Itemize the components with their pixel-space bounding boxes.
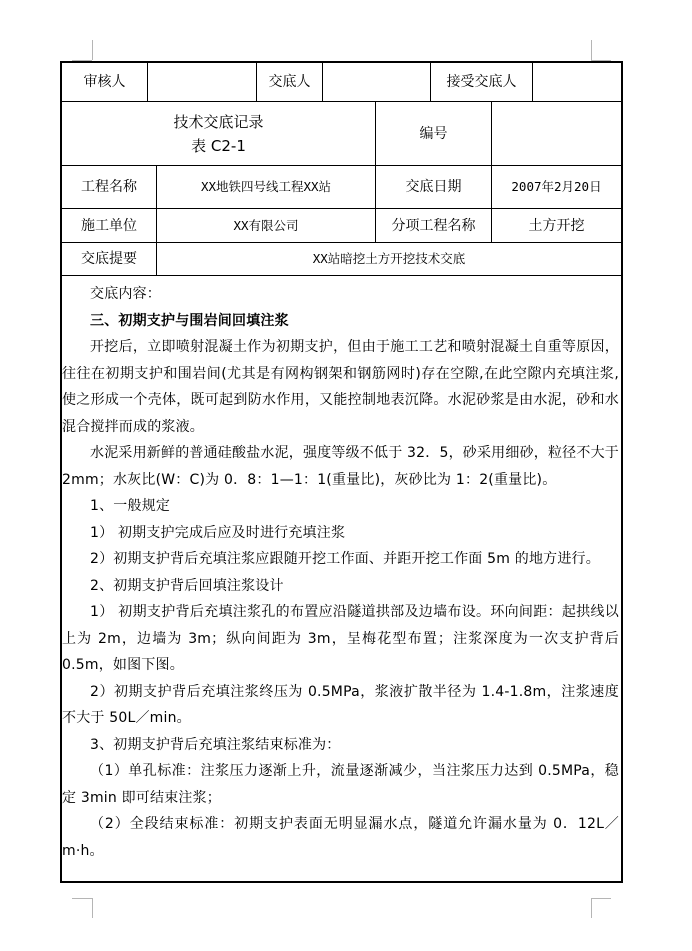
receiver-value	[533, 63, 621, 101]
summary-label: 交底提要	[81, 251, 137, 267]
disclosure-date-value: 2007年2月20日	[511, 179, 602, 194]
content-paragraph: 开挖后，立即喷射混凝土作为初期支护，但由于施工工艺和喷射混凝土自重等原因，往往在初期支护和围岩间(尤其是有网构钢架和钢筋网时)存在空隙,在此空隙内充填注浆,使之形成一个壳体，既可起到防水作用，又能控制地表沉降。水泥砂浆是由水泥，砂和水混合搅拌而成的浆液。	[62, 339, 619, 435]
project-name-value: XX地铁四号线工程XX站	[200, 179, 332, 194]
content-paragraph: 2）初期支护背后充填注浆终压为 0.5MPa，浆液扩散半径为 1.4-1.8m，注浆速度不大于 50L／min。	[62, 683, 619, 726]
crop-mark-bottom-left-v	[92, 898, 93, 918]
crop-mark-bottom-right-v	[591, 898, 592, 918]
content-paragraph: （2）全段结束标准：初期支护表面无明显漏水点，隧道允许漏水量为 0．12L／m·h。	[62, 816, 619, 859]
content-intro: 交底内容：	[90, 286, 161, 302]
presenter-value	[323, 63, 430, 101]
form-title	[62, 102, 375, 165]
content-paragraph: 2）初期支护背后充填注浆应跟随开挖工作面、并距开挖工作面 5m 的地方进行。	[90, 551, 600, 567]
content-paragraph: 3、初期支护背后充填注浆结束标准为：	[90, 736, 341, 753]
reviewer-label: 审核人	[83, 74, 126, 90]
presenter-label: 交底人	[268, 74, 311, 90]
number-value	[492, 102, 621, 165]
form-title-code: 表 C2-1	[191, 136, 246, 155]
reviewer-value	[148, 63, 256, 101]
summary-value: XX站暗挖土方开挖技术交底	[312, 251, 466, 266]
content-paragraph: 1、一般规定	[90, 498, 171, 514]
disclosure-date-label: 交底日期	[405, 179, 462, 195]
project-name-label: 工程名称	[81, 179, 137, 195]
receiver-label: 接受交底人	[446, 74, 517, 90]
disclosure-content	[62, 281, 621, 864]
crop-mark-bottom-right-h	[591, 898, 611, 899]
content-paragraph: （1）单孔标准：注浆压力逐渐上升，流量逐渐减少，当注浆压力达到 0.5MPa，稳定 3min 即可结束注浆；	[62, 763, 619, 806]
content-paragraph: 2、初期支护背后回填注浆设计	[90, 577, 284, 594]
subitem-label: 分项工程名称	[391, 217, 476, 234]
content-paragraph: 1） 初期支护完成后应及时进行充填注浆	[90, 524, 346, 541]
construction-unit-value: XX有限公司	[233, 217, 299, 233]
content-paragraph: 1） 初期支护背后充填注浆孔的布置应沿隧道拱部及边墙布设。环向间距：起拱线以上为 2m，边墙为 3m；纵向间距为 3m，呈梅花型布置；注浆深度为一次支护背后 0.5m，如图下图。	[62, 604, 619, 673]
crop-mark-top-left-v	[92, 40, 93, 60]
section-title: 三、初期支护与围岩间回填注浆	[90, 312, 289, 329]
construction-unit-label: 施工单位	[81, 217, 137, 234]
form-title-main: 技术交底记录	[173, 112, 264, 131]
crop-mark-top-right-v	[591, 40, 592, 60]
disclosure-form	[60, 61, 623, 883]
number-label: 编号	[419, 125, 448, 142]
row-divider	[62, 275, 621, 276]
subitem-value: 土方开挖	[528, 217, 585, 234]
crop-mark-bottom-left-h	[72, 898, 92, 899]
content-paragraph: 水泥采用新鲜的普通硅酸盐水泥，强度等级不低于 32．5，砂采用细砂，粒径不大于 2mm；水灰比(W：C)为 0．8：1—1：1(重量比)，灰砂比为 1：2(重量比)。	[62, 445, 619, 488]
